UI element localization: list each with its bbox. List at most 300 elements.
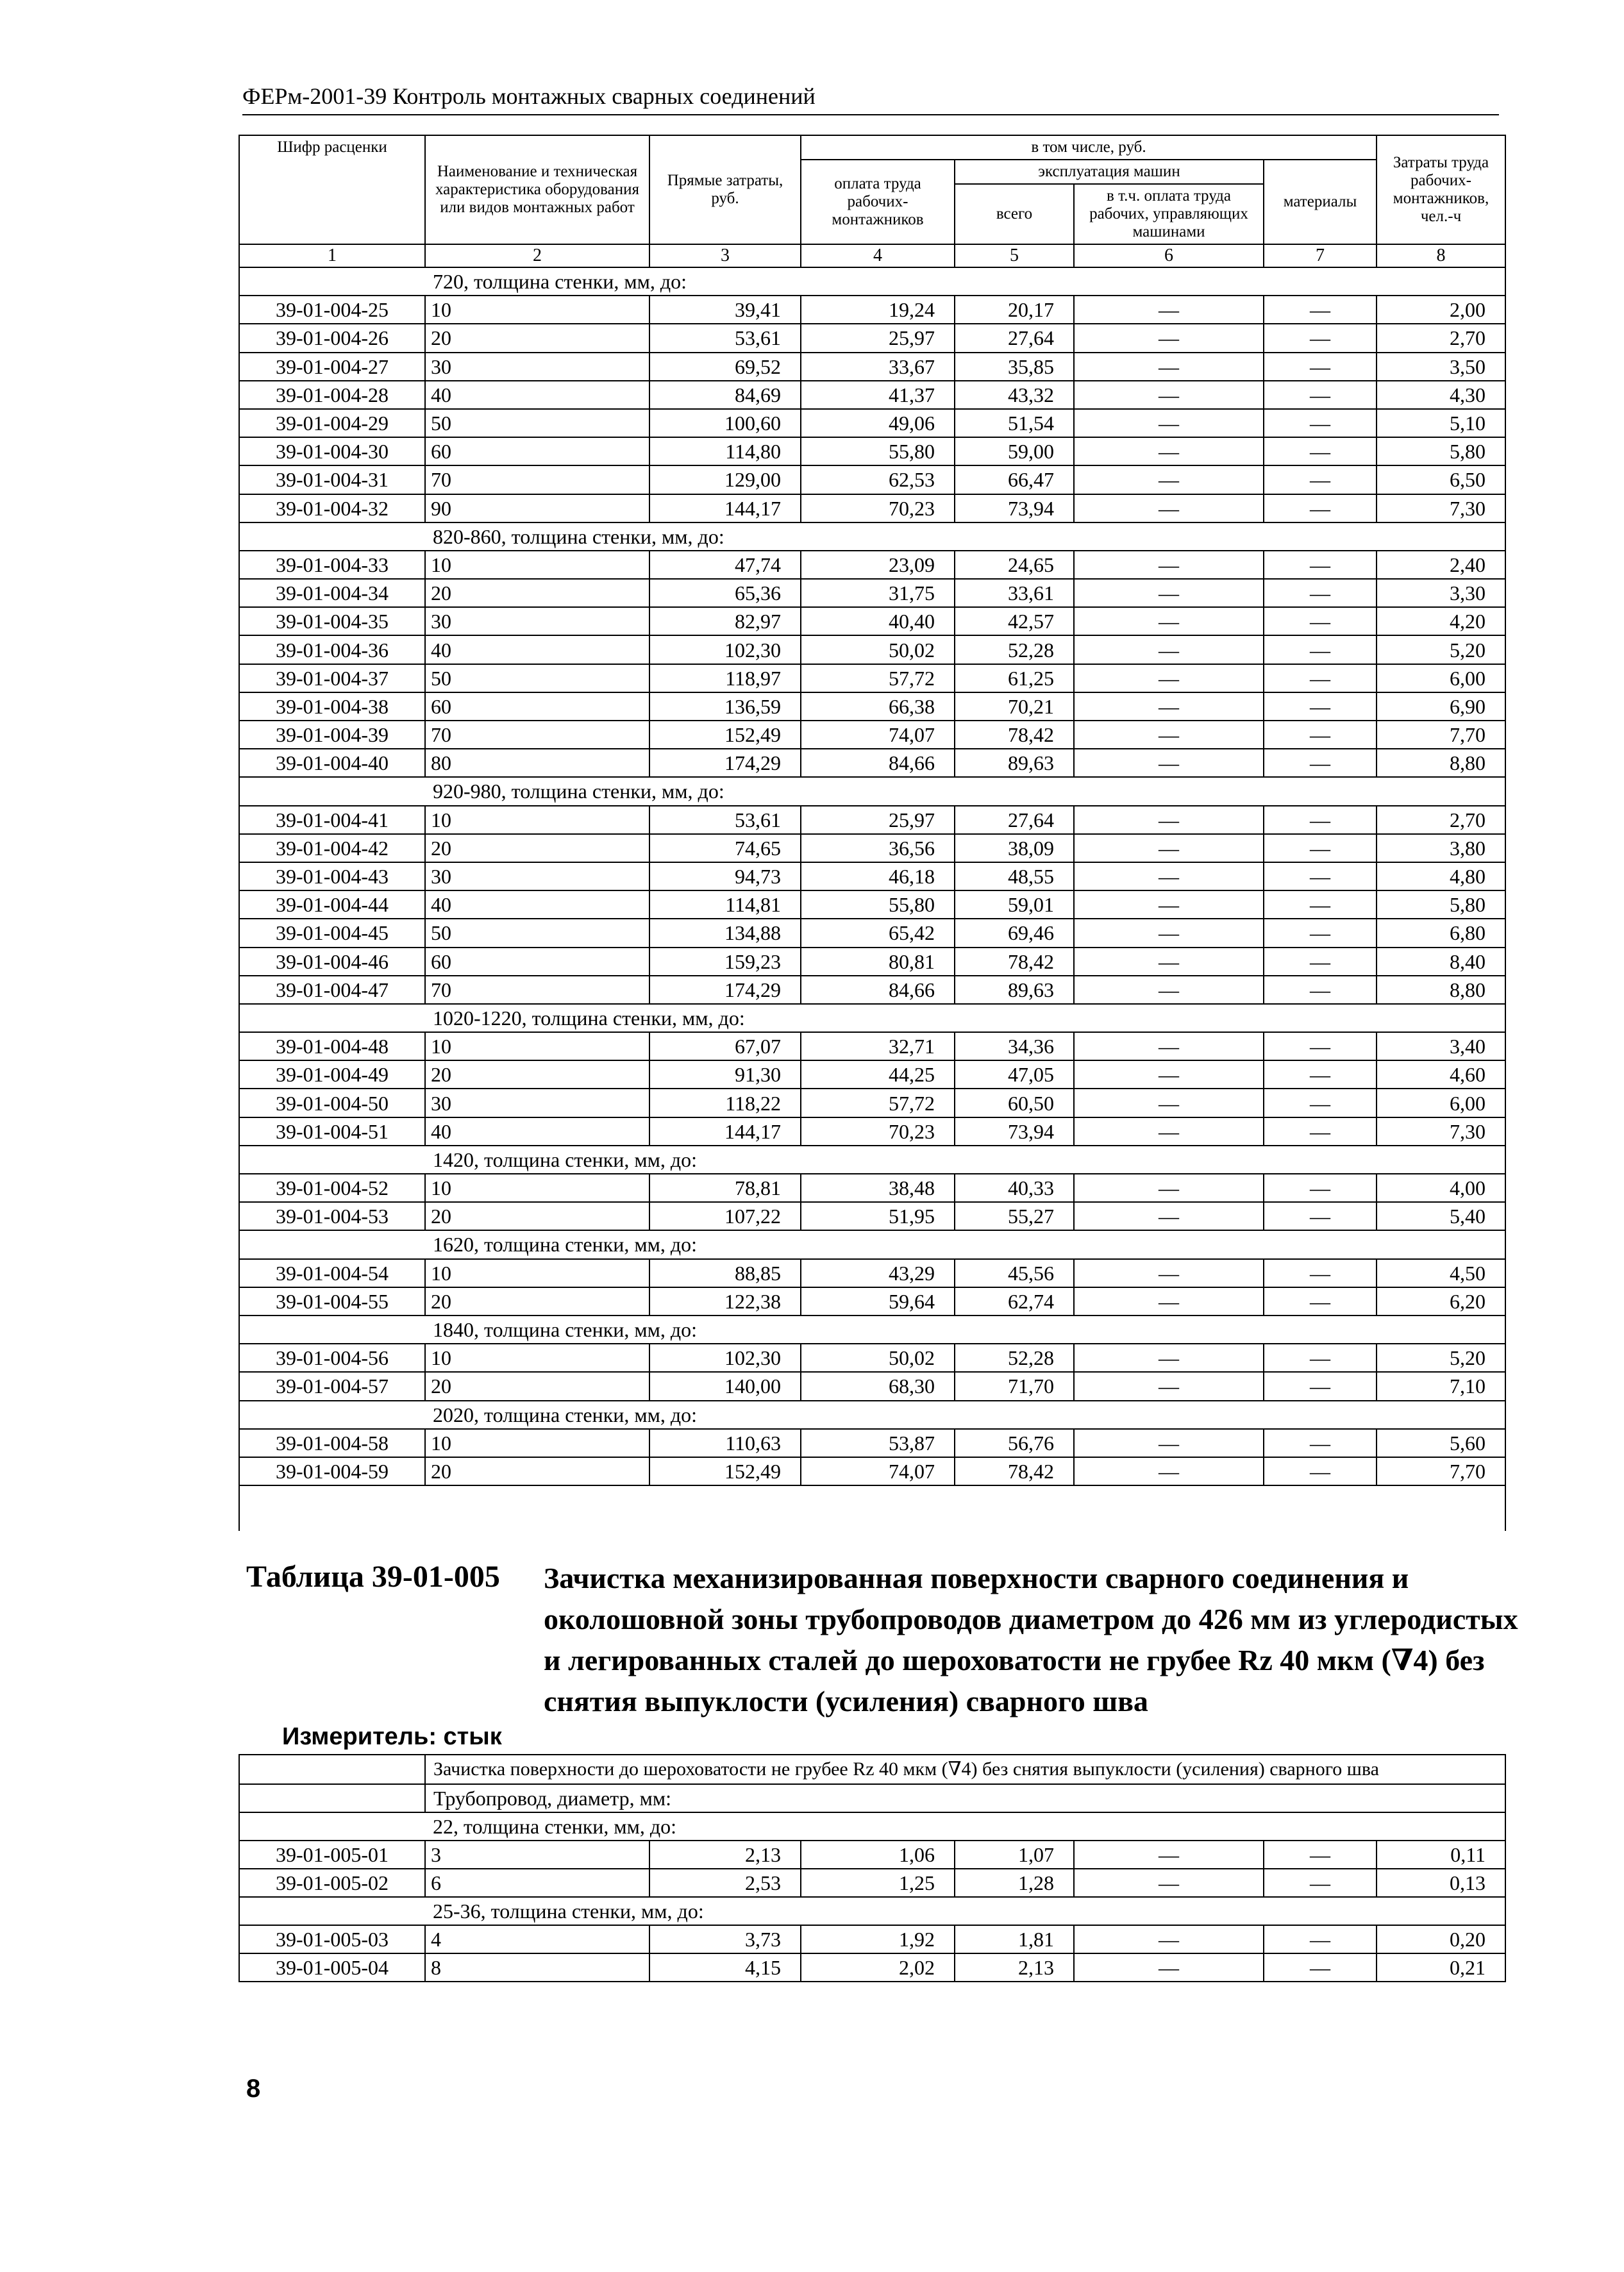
- materials: —: [1264, 862, 1377, 890]
- labor-hours: 7,30: [1377, 494, 1505, 522]
- rate-code: 39-01-004-34: [239, 579, 425, 607]
- column-numbers-row: [239, 244, 1505, 267]
- direct-costs: 74,65: [649, 834, 801, 862]
- materials: —: [1264, 437, 1377, 465]
- labor-pay: 74,07: [801, 1457, 955, 1485]
- col-header-name: Наименование и техническая характеристика оборудования или видов монтажных работ: [425, 135, 649, 244]
- machine-labor: —: [1074, 1117, 1264, 1146]
- table-row: [239, 409, 1505, 437]
- machine-labor: —: [1074, 976, 1264, 1004]
- labor-hours: 6,00: [1377, 1089, 1505, 1117]
- labor-pay: 25,97: [801, 324, 955, 352]
- wall-thickness: 3: [425, 1841, 649, 1869]
- direct-costs: 110,63: [649, 1429, 801, 1457]
- direct-costs: 78,81: [649, 1174, 801, 1202]
- wall-thickness: 70: [425, 976, 649, 1004]
- rate-code: 39-01-004-45: [239, 919, 425, 947]
- labor-hours: 7,70: [1377, 1457, 1505, 1485]
- labor-hours: 2,40: [1377, 551, 1505, 579]
- column-number: 6: [1074, 244, 1264, 267]
- direct-costs: 53,61: [649, 324, 801, 352]
- machine-total: 48,55: [955, 862, 1074, 890]
- labor-pay: 68,30: [801, 1372, 955, 1400]
- rate-code: 39-01-004-31: [239, 465, 425, 494]
- wall-thickness: 4: [425, 1925, 649, 1953]
- labor-pay: 25,97: [801, 806, 955, 834]
- work-description: Зачистка поверхности до шероховатости не грубее Rz 40 мкм (∇4) без снятия выпуклости (усиления) сварного шва: [425, 1755, 1505, 1784]
- section-row: [239, 1897, 1505, 1925]
- table-row: [239, 890, 1505, 919]
- labor-hours: 5,20: [1377, 1344, 1505, 1372]
- materials: —: [1264, 890, 1377, 919]
- rate-code: 39-01-004-27: [239, 353, 425, 381]
- col-header-code: Шифр расценки: [239, 135, 425, 244]
- labor-pay: 2,02: [801, 1953, 955, 1982]
- col-header-machine-total: всего: [955, 184, 1074, 244]
- rate-code: 39-01-005-04: [239, 1953, 425, 1982]
- machine-total: 33,61: [955, 579, 1074, 607]
- wall-thickness: 10: [425, 551, 649, 579]
- labor-hours: 2,70: [1377, 324, 1505, 352]
- labor-hours: 8,80: [1377, 976, 1505, 1004]
- table-row: [239, 296, 1505, 324]
- labor-pay: 74,07: [801, 721, 955, 749]
- section-row: [239, 1316, 1505, 1344]
- rate-code: 39-01-004-58: [239, 1429, 425, 1457]
- wall-thickness: 10: [425, 1032, 649, 1060]
- materials: —: [1264, 1869, 1377, 1897]
- labor-pay: 43,29: [801, 1259, 955, 1287]
- labor-hours: 0,20: [1377, 1925, 1505, 1953]
- wall-thickness: 60: [425, 692, 649, 721]
- table-row: [239, 353, 1505, 381]
- machine-labor: —: [1074, 1259, 1264, 1287]
- rate-code: 39-01-004-28: [239, 381, 425, 409]
- machine-total: 38,09: [955, 834, 1074, 862]
- section-label: 1020-1220, толщина стенки, мм, до:: [425, 1004, 1505, 1032]
- table-row: [239, 465, 1505, 494]
- labor-pay: 62,53: [801, 465, 955, 494]
- machine-labor: —: [1074, 1089, 1264, 1117]
- machine-labor: —: [1074, 465, 1264, 494]
- section-label: 22, толщина стенки, мм, до:: [425, 1812, 1505, 1841]
- rate-code: 39-01-004-52: [239, 1174, 425, 1202]
- section-row: [239, 777, 1505, 805]
- col-header-direct-costs: Прямые затраты, руб.: [649, 135, 801, 244]
- machine-labor: —: [1074, 494, 1264, 522]
- materials: —: [1264, 919, 1377, 947]
- rate-code: 39-01-004-55: [239, 1287, 425, 1316]
- rate-code: 39-01-004-33: [239, 551, 425, 579]
- machine-labor: —: [1074, 721, 1264, 749]
- labor-hours: 7,10: [1377, 1372, 1505, 1400]
- machine-total: 89,63: [955, 749, 1074, 777]
- rate-code: 39-01-004-59: [239, 1457, 425, 1485]
- machine-labor: —: [1074, 1372, 1264, 1400]
- col-header-materials: материалы: [1264, 160, 1377, 244]
- machine-total: 52,28: [955, 635, 1074, 664]
- rate-code: 39-01-004-42: [239, 834, 425, 862]
- materials: —: [1264, 409, 1377, 437]
- rate-code: 39-01-005-01: [239, 1841, 425, 1869]
- rate-code: 39-01-004-50: [239, 1089, 425, 1117]
- machine-total: 27,64: [955, 806, 1074, 834]
- labor-pay: 70,23: [801, 1117, 955, 1146]
- materials: —: [1264, 1032, 1377, 1060]
- materials: —: [1264, 381, 1377, 409]
- labor-hours: 8,80: [1377, 749, 1505, 777]
- materials: —: [1264, 1344, 1377, 1372]
- direct-costs: 129,00: [649, 465, 801, 494]
- col-header-machine-operation: эксплуатация машин: [955, 160, 1264, 184]
- machine-total: 55,27: [955, 1202, 1074, 1230]
- machine-labor: —: [1074, 919, 1264, 947]
- labor-pay: 53,87: [801, 1429, 955, 1457]
- direct-costs: 53,61: [649, 806, 801, 834]
- machine-total: 2,13: [955, 1953, 1074, 1982]
- machine-labor: —: [1074, 1202, 1264, 1230]
- table-row: [239, 1089, 1505, 1117]
- machine-total: 70,21: [955, 692, 1074, 721]
- machine-labor: —: [1074, 353, 1264, 381]
- column-number: 8: [1377, 244, 1505, 267]
- labor-pay: 70,23: [801, 494, 955, 522]
- table-row: [239, 1032, 1505, 1060]
- labor-hours: 4,80: [1377, 862, 1505, 890]
- labor-pay: 66,38: [801, 692, 955, 721]
- pipe-diameter-subheading: Трубопровод, диаметр, мм:: [425, 1784, 1505, 1812]
- wall-thickness: 20: [425, 579, 649, 607]
- labor-pay: 55,80: [801, 437, 955, 465]
- wall-thickness: 60: [425, 437, 649, 465]
- labor-pay: 46,18: [801, 862, 955, 890]
- labor-hours: 3,50: [1377, 353, 1505, 381]
- table-row: [239, 1117, 1505, 1146]
- table-row: [239, 1202, 1505, 1230]
- rates-table-004: [239, 135, 1506, 1531]
- table-title: Зачистка механизированная поверхности сварного соединения и околошовной зоны трубопроводов диаметром до 426 мм из углеродистых и легированных сталей до шероховатости не грубее Rz 40 мкм (∇4) без снятия выпуклости (усиления) сварного шва: [544, 1562, 1518, 1717]
- column-number: 1: [239, 244, 425, 267]
- machine-labor: —: [1074, 1841, 1264, 1869]
- page-number: 8: [246, 2075, 261, 2103]
- labor-pay: 33,67: [801, 353, 955, 381]
- section-label: 1620, толщина стенки, мм, до:: [425, 1230, 1505, 1258]
- labor-pay: 38,48: [801, 1174, 955, 1202]
- rate-code: 39-01-004-35: [239, 607, 425, 635]
- wall-thickness: 30: [425, 1089, 649, 1117]
- direct-costs: 136,59: [649, 692, 801, 721]
- labor-pay: 59,64: [801, 1287, 955, 1316]
- rate-code: 39-01-004-43: [239, 862, 425, 890]
- labor-pay: 57,72: [801, 664, 955, 692]
- machine-total: 73,94: [955, 1117, 1074, 1146]
- materials: —: [1264, 749, 1377, 777]
- section-label: 1840, толщина стенки, мм, до:: [425, 1316, 1505, 1344]
- direct-costs: 2,13: [649, 1841, 801, 1869]
- machine-total: 34,36: [955, 1032, 1074, 1060]
- section-label: 25-36, толщина стенки, мм, до:: [425, 1897, 1505, 1925]
- machine-labor: —: [1074, 1032, 1264, 1060]
- labor-hours: 4,60: [1377, 1060, 1505, 1089]
- labor-hours: 0,11: [1377, 1841, 1505, 1869]
- wall-thickness: 30: [425, 353, 649, 381]
- materials: —: [1264, 1457, 1377, 1485]
- running-header: ФЕРм-2001-39 Контроль монтажных сварных соединений: [242, 82, 1499, 115]
- machine-labor: —: [1074, 1174, 1264, 1202]
- table-row: [239, 1060, 1505, 1089]
- rate-code: 39-01-004-40: [239, 749, 425, 777]
- machine-labor: —: [1074, 806, 1264, 834]
- materials: —: [1264, 1429, 1377, 1457]
- materials: —: [1264, 1089, 1377, 1117]
- wall-thickness: 10: [425, 806, 649, 834]
- direct-costs: 4,15: [649, 1953, 801, 1982]
- machine-total: 66,47: [955, 465, 1074, 494]
- table-gap-row: [239, 1485, 1505, 1531]
- labor-hours: 0,21: [1377, 1953, 1505, 1982]
- machine-total: 60,50: [955, 1089, 1074, 1117]
- rate-code: 39-01-004-48: [239, 1032, 425, 1060]
- machine-total: 35,85: [955, 353, 1074, 381]
- rate-code: 39-01-004-56: [239, 1344, 425, 1372]
- col-header-machine-labor: в т.ч. оплата труда рабочих, управляющих машинами: [1074, 184, 1264, 244]
- table-row: [239, 1259, 1505, 1287]
- machine-labor: —: [1074, 749, 1264, 777]
- labor-hours: 4,50: [1377, 1259, 1505, 1287]
- machine-total: 62,74: [955, 1287, 1074, 1316]
- wall-thickness: 20: [425, 1457, 649, 1485]
- materials: —: [1264, 551, 1377, 579]
- machine-labor: —: [1074, 1429, 1264, 1457]
- wall-thickness: 30: [425, 607, 649, 635]
- labor-pay: 55,80: [801, 890, 955, 919]
- direct-costs: 94,73: [649, 862, 801, 890]
- rate-code: 39-01-004-41: [239, 806, 425, 834]
- labor-hours: 8,40: [1377, 948, 1505, 976]
- wall-thickness: 90: [425, 494, 649, 522]
- direct-costs: 140,00: [649, 1372, 801, 1400]
- materials: —: [1264, 635, 1377, 664]
- materials: —: [1264, 1259, 1377, 1287]
- machine-total: 71,70: [955, 1372, 1074, 1400]
- table-row: [239, 579, 1505, 607]
- machine-total: 69,46: [955, 919, 1074, 947]
- wall-thickness: 10: [425, 1344, 649, 1372]
- machine-labor: —: [1074, 1344, 1264, 1372]
- machine-total: 1,07: [955, 1841, 1074, 1869]
- section-row: [239, 1812, 1505, 1841]
- section-label: 2020, толщина стенки, мм, до:: [425, 1401, 1505, 1429]
- machine-total: 78,42: [955, 948, 1074, 976]
- materials: —: [1264, 664, 1377, 692]
- direct-costs: 82,97: [649, 607, 801, 635]
- labor-hours: 7,30: [1377, 1117, 1505, 1146]
- direct-costs: 144,17: [649, 494, 801, 522]
- direct-costs: 91,30: [649, 1060, 801, 1089]
- wall-thickness: 10: [425, 1259, 649, 1287]
- materials: —: [1264, 1117, 1377, 1146]
- rate-code: 39-01-004-51: [239, 1117, 425, 1146]
- labor-pay: 84,66: [801, 749, 955, 777]
- labor-pay: 1,25: [801, 1869, 955, 1897]
- direct-costs: 118,22: [649, 1089, 801, 1117]
- machine-total: 20,17: [955, 296, 1074, 324]
- wall-thickness: 50: [425, 409, 649, 437]
- labor-pay: 1,06: [801, 1841, 955, 1869]
- machine-labor: —: [1074, 409, 1264, 437]
- column-number: 5: [955, 244, 1074, 267]
- section-row: [239, 1004, 1505, 1032]
- labor-pay: 36,56: [801, 834, 955, 862]
- labor-hours: 7,70: [1377, 721, 1505, 749]
- wall-thickness: 8: [425, 1953, 649, 1982]
- materials: —: [1264, 353, 1377, 381]
- rate-code: 39-01-005-03: [239, 1925, 425, 1953]
- table-row: [239, 1953, 1505, 1982]
- machine-labor: —: [1074, 607, 1264, 635]
- labor-pay: 50,02: [801, 635, 955, 664]
- machine-total: 61,25: [955, 664, 1074, 692]
- table-row: [239, 1287, 1505, 1316]
- direct-costs: 144,17: [649, 1117, 801, 1146]
- table-row: [239, 607, 1505, 635]
- measure-unit: Измеритель: стык: [282, 1723, 502, 1750]
- wall-thickness: 70: [425, 465, 649, 494]
- table-row: [239, 721, 1505, 749]
- direct-costs: 102,30: [649, 635, 801, 664]
- labor-hours: 5,20: [1377, 635, 1505, 664]
- section-label: 920-980, толщина стенки, мм, до:: [425, 777, 1505, 805]
- rate-code: 39-01-004-30: [239, 437, 425, 465]
- wall-thickness: 10: [425, 296, 649, 324]
- table-row: [239, 948, 1505, 976]
- machine-labor: —: [1074, 692, 1264, 721]
- materials: —: [1264, 579, 1377, 607]
- machine-labor: —: [1074, 635, 1264, 664]
- materials: —: [1264, 721, 1377, 749]
- labor-hours: 6,90: [1377, 692, 1505, 721]
- machine-total: 59,01: [955, 890, 1074, 919]
- rate-code: 39-01-004-37: [239, 664, 425, 692]
- materials: —: [1264, 324, 1377, 352]
- rate-code: 39-01-005-02: [239, 1869, 425, 1897]
- materials: —: [1264, 806, 1377, 834]
- table-row: [239, 381, 1505, 409]
- materials: —: [1264, 976, 1377, 1004]
- labor-hours: 5,80: [1377, 890, 1505, 919]
- direct-costs: 174,29: [649, 749, 801, 777]
- wall-thickness: 40: [425, 635, 649, 664]
- machine-labor: —: [1074, 664, 1264, 692]
- section-row: [239, 522, 1505, 551]
- column-number: 2: [425, 244, 649, 267]
- table-row: [239, 1841, 1505, 1869]
- rates-table-005: [239, 1754, 1506, 1982]
- description-row: [239, 1755, 1505, 1784]
- wall-thickness: 20: [425, 324, 649, 352]
- materials: —: [1264, 834, 1377, 862]
- machine-labor: —: [1074, 890, 1264, 919]
- materials: —: [1264, 1174, 1377, 1202]
- wall-thickness: 30: [425, 862, 649, 890]
- table-row: [239, 1925, 1505, 1953]
- machine-total: 78,42: [955, 1457, 1074, 1485]
- labor-pay: 23,09: [801, 551, 955, 579]
- machine-labor: —: [1074, 324, 1264, 352]
- wall-thickness: 80: [425, 749, 649, 777]
- col-header-including: в том числе, руб.: [801, 135, 1377, 160]
- direct-costs: 159,23: [649, 948, 801, 976]
- machine-total: 43,32: [955, 381, 1074, 409]
- col-header-labor-hours: Затраты труда рабочих-монтажников, чел.-ч: [1377, 135, 1505, 244]
- machine-labor: —: [1074, 862, 1264, 890]
- materials: —: [1264, 494, 1377, 522]
- wall-thickness: 20: [425, 834, 649, 862]
- labor-hours: 6,50: [1377, 465, 1505, 494]
- direct-costs: 2,53: [649, 1869, 801, 1897]
- section-row: [239, 1146, 1505, 1174]
- labor-pay: 84,66: [801, 976, 955, 1004]
- section-label: 820-860, толщина стенки, мм, до:: [425, 522, 1505, 551]
- rate-code: 39-01-004-49: [239, 1060, 425, 1089]
- direct-costs: 47,74: [649, 551, 801, 579]
- direct-costs: 67,07: [649, 1032, 801, 1060]
- section-row: [239, 1230, 1505, 1258]
- machine-labor: —: [1074, 834, 1264, 862]
- labor-pay: 51,95: [801, 1202, 955, 1230]
- machine-total: 78,42: [955, 721, 1074, 749]
- machine-total: 42,57: [955, 607, 1074, 635]
- table-row: [239, 1174, 1505, 1202]
- direct-costs: 102,30: [649, 1344, 801, 1372]
- labor-hours: 4,20: [1377, 607, 1505, 635]
- table-row: [239, 749, 1505, 777]
- rate-code: 39-01-004-54: [239, 1259, 425, 1287]
- labor-hours: 3,40: [1377, 1032, 1505, 1060]
- rate-code: 39-01-004-29: [239, 409, 425, 437]
- wall-thickness: 20: [425, 1287, 649, 1316]
- materials: —: [1264, 1925, 1377, 1953]
- wall-thickness: 70: [425, 721, 649, 749]
- machine-total: 73,94: [955, 494, 1074, 522]
- wall-thickness: 50: [425, 664, 649, 692]
- labor-hours: 5,10: [1377, 409, 1505, 437]
- wall-thickness: 10: [425, 1429, 649, 1457]
- column-number: 7: [1264, 244, 1377, 267]
- wall-thickness: 10: [425, 1174, 649, 1202]
- machine-total: 24,65: [955, 551, 1074, 579]
- labor-hours: 5,40: [1377, 1202, 1505, 1230]
- section-row: [239, 1401, 1505, 1429]
- subheading-row: [239, 1784, 1505, 1812]
- labor-hours: 4,30: [1377, 381, 1505, 409]
- machine-labor: —: [1074, 948, 1264, 976]
- labor-hours: 6,80: [1377, 919, 1505, 947]
- wall-thickness: 20: [425, 1372, 649, 1400]
- labor-pay: 80,81: [801, 948, 955, 976]
- direct-costs: 107,22: [649, 1202, 801, 1230]
- section-label: 720, толщина стенки, мм, до:: [425, 267, 1505, 296]
- col-header-labor-pay: оплата труда рабочих-монтажников: [801, 160, 955, 244]
- direct-costs: 152,49: [649, 1457, 801, 1485]
- materials: —: [1264, 1841, 1377, 1869]
- materials: —: [1264, 948, 1377, 976]
- labor-hours: 2,00: [1377, 296, 1505, 324]
- table-label: Таблица 39-01-005: [246, 1560, 500, 1594]
- machine-total: 47,05: [955, 1060, 1074, 1089]
- direct-costs: 114,81: [649, 890, 801, 919]
- rate-code: 39-01-004-25: [239, 296, 425, 324]
